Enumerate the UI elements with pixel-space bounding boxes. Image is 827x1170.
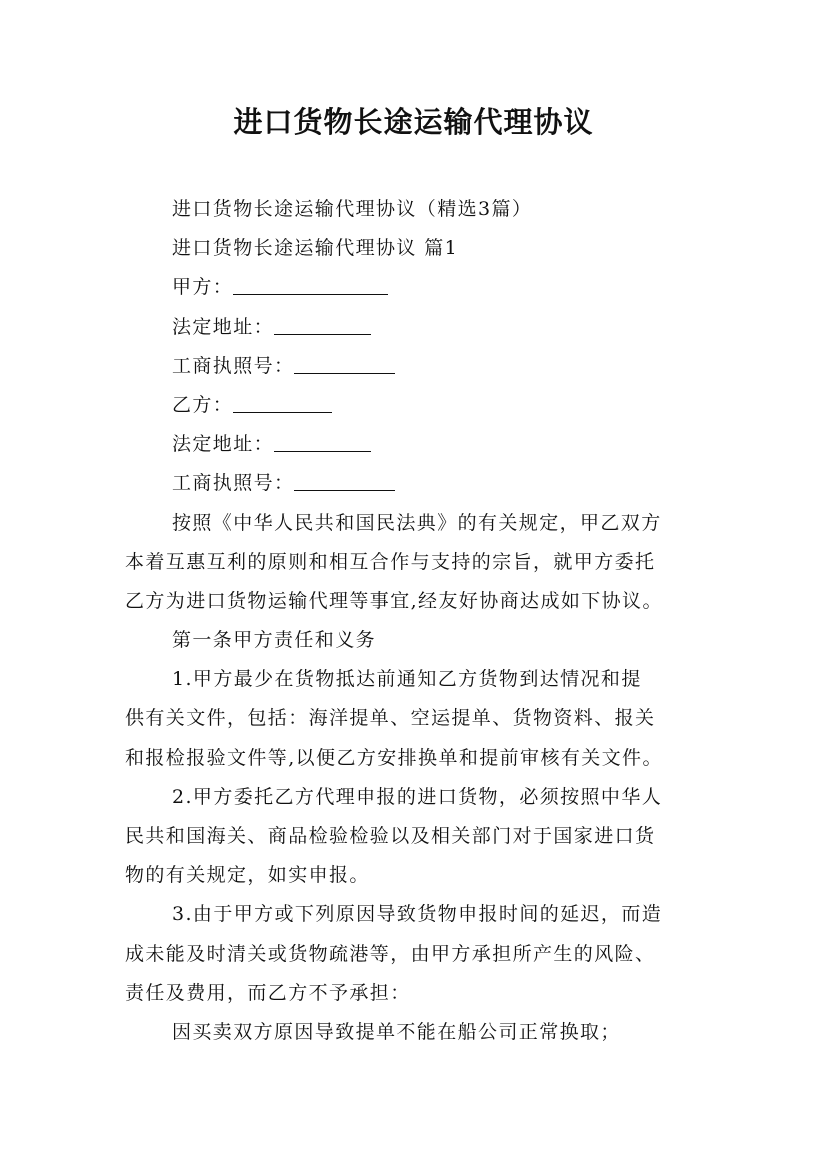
clause3-line: 成未能及时清关或货物疏港等，由甲方承担所产生的风险、 [125,942,656,965]
party-a-address-field [125,308,715,347]
section-heading: 进口货物长途运输代理协议 篇1 [172,237,459,260]
document-title: 进口货物长途运输代理协议 [233,105,594,139]
party-b-license-field [125,464,715,503]
party-a-license-label: 工商执照号： [172,354,295,377]
document-subtitle: 进口货物长途运输代理协议（精选3篇） [172,198,533,220]
clause1-line: 和报检报验文件等,以便乙方安排换单和提前审核有关文件。 [125,746,663,769]
party-b-label: 乙方： [172,393,234,416]
intro-line: 乙方为进口货物运输代理等事宜,经友好协商达成如下协议。 [125,589,663,612]
party-b-address-blank [274,427,371,452]
party-a-blank [233,270,388,295]
article1-heading: 第一条甲方责任和义务 [172,629,377,652]
party-a-license-blank [294,349,395,374]
party-b-blank [233,388,332,413]
party-a-address-blank [274,310,371,335]
party-a-field [125,268,715,307]
party-b-address-label: 法定地址： [172,433,275,456]
party-b-address-field [125,425,715,464]
intro-line: 按照《中华人民共和国民法典》的有关规定，甲乙双方 [172,511,662,534]
clause2-line: 民共和国海关、商品检验检验以及相关部门对于国家进口货 [125,825,656,847]
clause2-line: 物的有关规定，如实申报。 [125,864,370,887]
party-a-label: 甲方： [172,276,234,299]
intro-line: 本着互惠互利的原则和相互合作与支持的宗旨，就甲方委托 [125,550,656,573]
party-b-field [125,386,715,425]
clause2-line: 2.甲方委托乙方代理申报的进口货物，必须按照中华人 [172,785,663,808]
party-b-license-blank [294,466,395,491]
clause1-line: 供有关文件，包括：海洋提单、空运提单、货物资料、报关 [125,707,656,730]
clause3-line: 责任及费用，而乙方不予承担： [125,981,411,1004]
clause3-line: 3.由于甲方或下列原因导致货物申报时间的延迟，而造 [172,903,663,926]
party-a-address-label: 法定地址： [172,315,275,338]
clause1-line: 1.甲方最少在货物抵达前通知乙方货物到达情况和提 [172,668,642,691]
document-body [125,190,715,1052]
reason-line: 因买卖双方原因导致提单不能在船公司正常换取； [172,1020,621,1043]
party-b-license-label: 工商执照号： [172,472,295,495]
party-a-license-field [125,347,715,386]
